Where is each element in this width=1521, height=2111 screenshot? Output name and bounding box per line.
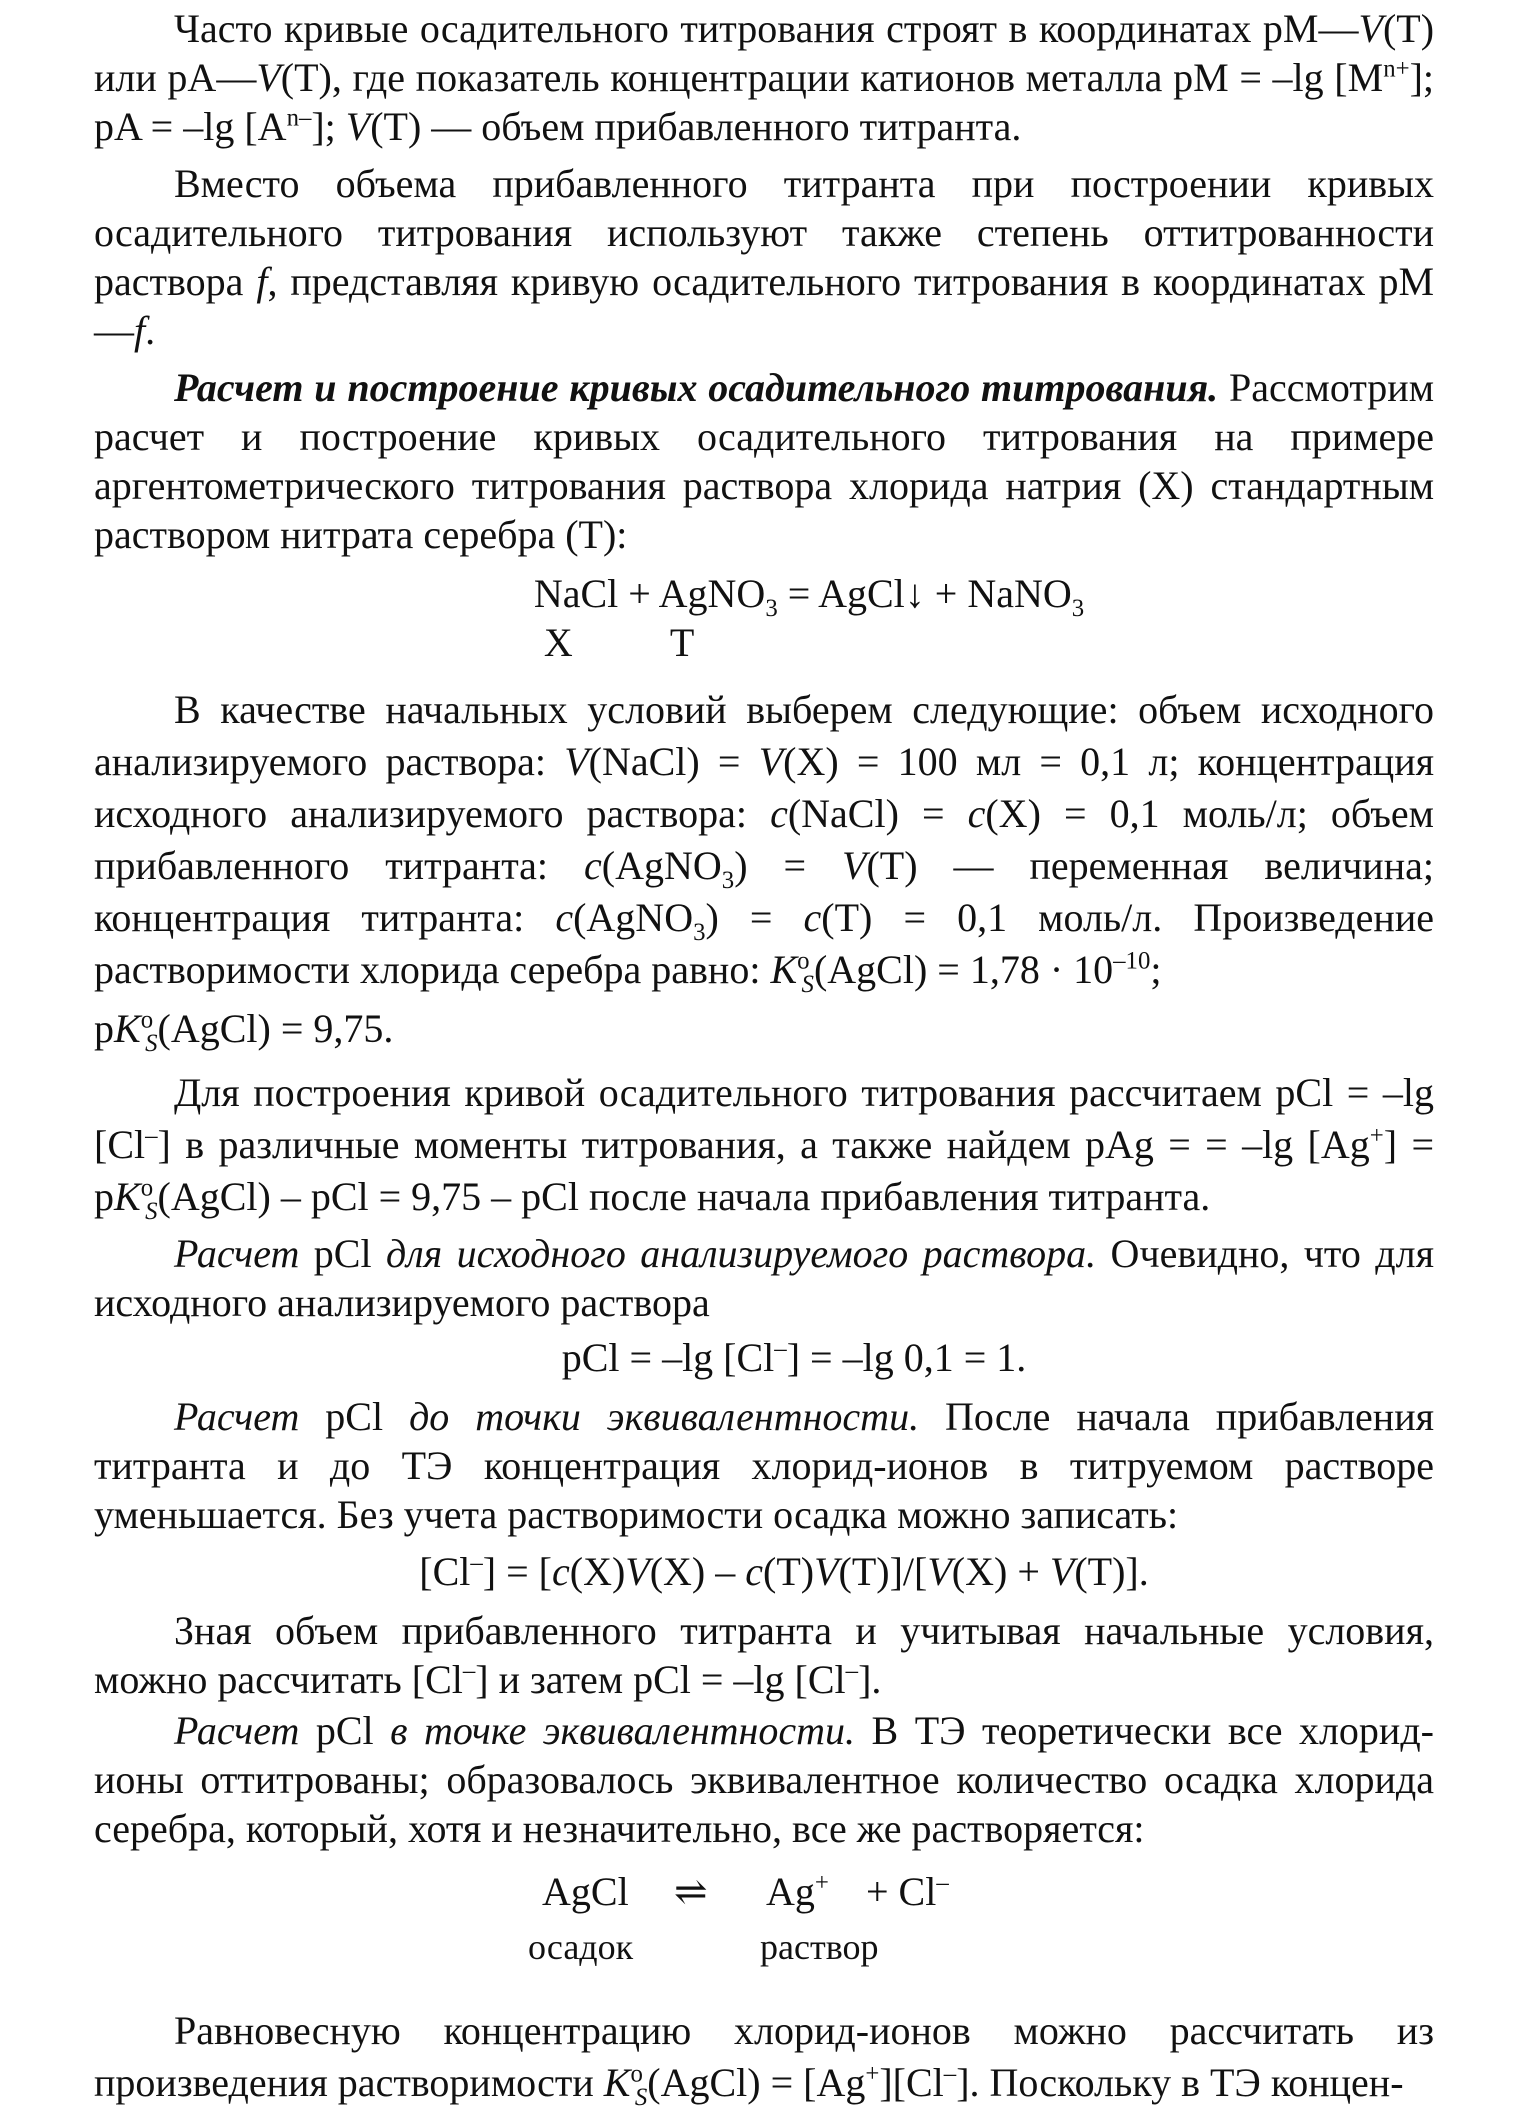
text: +: [924, 571, 968, 616]
text: (X) = 0,1 моль/л; объем прибавленного титранта:: [94, 791, 1434, 888]
paragraph-equilibrium-concentration: [94, 2005, 1434, 2109]
document-page: [94, 0, 1434, 2109]
text: ]. Поскольку в ТЭ концен-: [956, 2060, 1404, 2105]
text: (X) = 100 мл = 0,1 л; концентрация исходного анализируемого раствора:: [94, 739, 1434, 836]
text: pCl: [299, 1708, 391, 1753]
subscript: 3: [765, 595, 778, 622]
paragraph-knowing-volume: [94, 1606, 1434, 1704]
var-c: c: [803, 895, 822, 940]
text: ][Cl: [879, 2060, 944, 2105]
text: Часто кривые осадительного титрования строят в координатах: [174, 6, 1252, 51]
text: p: [94, 1006, 114, 1051]
var-v: V: [345, 104, 371, 149]
text: После начала прибавления титранта и до ТЭ концентрация хлорид-ионов в титруемом растворе уменьшается. Без учета растворимости осадка можно записать:: [94, 1394, 1435, 1537]
text: pCl: [299, 1394, 410, 1439]
formula-cl: + Cl: [866, 1869, 937, 1914]
text: (NaCl) =: [787, 791, 968, 836]
superscript: +: [865, 2060, 880, 2088]
text: ] в различные моменты титрования, а также найдем pAg = = –lg [Ag: [157, 1122, 1370, 1167]
var-k: K: [603, 2060, 631, 2105]
text: ] = p: [94, 1122, 1435, 1219]
text: Очевидно, что для исходного анализируемого раствора: [94, 1231, 1434, 1325]
var-v: V: [842, 843, 867, 888]
var-v: V: [1358, 6, 1383, 51]
text: (T) или pA—: [94, 6, 1435, 100]
var-c: c: [967, 791, 986, 836]
text: ];: [311, 104, 346, 149]
text: Вместо объема прибавленного титранта при построении кривых осадительного титрования используют также степень оттитрованности раствора: [94, 161, 1434, 304]
paragraph-coordinates: [94, 4, 1434, 151]
text: pM—: [1262, 6, 1359, 51]
superscript: –: [774, 1335, 787, 1363]
superscript: n+: [1383, 55, 1410, 83]
italic-text: до точки эквивалентности.: [409, 1394, 920, 1439]
var-k: K: [114, 1174, 141, 1219]
var-v: V: [927, 1549, 952, 1594]
superscript: –: [470, 1549, 483, 1577]
subscript: 3: [721, 867, 735, 894]
text: pCl = –lg [Cl: [561, 1335, 775, 1380]
superscript: –: [462, 1657, 476, 1685]
text: ] = [: [482, 1549, 552, 1594]
label-x: X: [543, 620, 573, 665]
paragraph-initial-solution: [94, 1229, 1434, 1327]
text: Равновесную концентрацию хлорид-ионов можно рассчитать из произведения растворимости: [94, 2008, 1434, 2105]
formula-agcl: AgCl: [542, 1869, 629, 1914]
equation-pcl-initial: [94, 1333, 1434, 1382]
var-k: K: [114, 1006, 141, 1051]
text: ) =: [705, 895, 804, 940]
text: (X) +: [951, 1549, 1050, 1594]
text: Для построения кривой осадительного титрования рассчитаем pCl = –lg [Cl: [94, 1070, 1434, 1167]
superscript: n–: [286, 104, 312, 132]
text: Зная объем прибавленного титранта и учитывая начальные условия, можно рассчитать [Cl: [94, 1608, 1434, 1702]
superscript: –: [145, 1122, 158, 1150]
paragraph-before-equivalence: [94, 1392, 1434, 1539]
italic-text: для исходного анализируемого раствора.: [385, 1231, 1097, 1276]
paragraph-pcl-calc: [94, 1067, 1434, 1223]
var-v: V: [814, 1549, 839, 1594]
text: В качестве начальных условий выберем следующие: объем исходного анализируемого раствора:: [94, 687, 1434, 784]
text: (AgCl) – pCl = 9,75 – pCl после начала прибавления титранта.: [157, 1174, 1211, 1219]
italic-text: Расчет: [174, 1394, 300, 1439]
text: (T): [763, 1549, 815, 1594]
var-v: V: [1049, 1549, 1075, 1594]
var-f: f: [256, 259, 268, 304]
label-precipitate: осадок: [528, 1927, 634, 1967]
label-t: T: [669, 620, 695, 665]
italic-text: Расчет: [174, 1231, 300, 1276]
text: +: [618, 571, 659, 616]
var-v: V: [758, 739, 784, 784]
text: (T), где показатель концентрации катионов металла: [280, 55, 1163, 100]
text: .: [145, 308, 156, 353]
text: , представляя кривую осадительного титрования в координатах pM—: [94, 259, 1435, 353]
reaction-equation-2: [94, 1867, 1434, 1987]
text: (AgNO: [573, 895, 694, 940]
var-k: K: [770, 947, 798, 992]
paragraph-pks: [94, 1004, 1434, 1057]
text: pCl: [299, 1231, 386, 1276]
italic-text: в точке эквивалентности.: [390, 1708, 856, 1753]
text: (AgCl) = [Ag: [647, 2060, 866, 2105]
var-c: c: [584, 843, 602, 888]
paragraph-calculation-heading: [94, 363, 1434, 559]
equation-cl-concentration: [94, 1547, 1434, 1596]
superscript: o: [797, 947, 810, 975]
var-v: V: [256, 55, 281, 100]
var-v: V: [625, 1549, 650, 1594]
text: (T)]/[: [838, 1549, 928, 1594]
paragraph-degree-titration: [94, 159, 1434, 355]
subscript: S: [145, 1030, 158, 1057]
text: В ТЭ теоретически все хлорид-ионы оттитрованы; образовалось эквивалентное количество осадка хлорида серебра, который, хотя и незначительно, все же растворяется:: [94, 1708, 1434, 1851]
reaction-equation-1: [94, 569, 1434, 666]
subscript: S: [145, 1198, 158, 1225]
text: (T)].: [1074, 1549, 1149, 1594]
var-v: V: [564, 739, 589, 784]
subscript: S: [634, 2084, 648, 2111]
text: (X) –: [649, 1549, 746, 1594]
text: (T) — объем прибавленного титранта.: [370, 104, 1022, 149]
superscript: +: [814, 1869, 829, 1897]
italic-text: Расчет: [174, 1708, 300, 1753]
formula-nacl: NaCl: [533, 571, 619, 616]
text: (AgCl) = 1,78 · 10: [813, 947, 1114, 992]
formula-agcl: AgCl↓: [818, 571, 925, 616]
text: =: [777, 571, 819, 616]
subscript: 3: [693, 919, 706, 946]
label-solution: раствор: [760, 1927, 879, 1967]
text: (T) — переменная величина; концентрация титранта:: [94, 843, 1434, 940]
superscript: +: [1369, 1122, 1384, 1150]
var-c: c: [551, 1549, 570, 1594]
var-f: f: [134, 308, 146, 353]
text: (X): [569, 1549, 626, 1594]
text: (NaCl) =: [588, 739, 759, 784]
paragraph-at-equivalence: [94, 1706, 1434, 1853]
formula-nano3: NaNO: [967, 571, 1072, 616]
paragraph-initial-conditions: [94, 684, 1434, 996]
text: (AgNO: [601, 843, 722, 888]
superscript: –: [943, 2060, 957, 2088]
text: [Cl: [419, 1549, 471, 1594]
subscript: 3: [1071, 595, 1085, 622]
superscript: o: [140, 1174, 154, 1202]
text: pM = –lg [M: [1173, 55, 1384, 100]
text: Рассмотрим расчет и построение кривых осадительного титрования на примере аргентометрического титрования раствора хлорида натрия (X) стандартным раствором нитрата серебра (T):: [94, 365, 1435, 557]
formula-agno3: AgNO: [658, 571, 766, 616]
text: (AgCl) = 9,75.: [157, 1006, 394, 1051]
equilibrium-arrow-icon: ⇌: [674, 1869, 708, 1914]
text: ].: [858, 1657, 882, 1702]
text: ] и затем pCl = –lg [Cl: [475, 1657, 846, 1702]
superscript: –10: [1113, 947, 1151, 975]
subscript: S: [801, 971, 814, 998]
superscript: –: [936, 1869, 949, 1897]
superscript: o: [140, 1006, 154, 1034]
formula-ag: Ag: [766, 1869, 815, 1914]
text: ]; pA = –lg [A: [94, 55, 1435, 149]
var-c: c: [770, 791, 788, 836]
text: ;: [1150, 947, 1162, 992]
superscript: o: [630, 2060, 643, 2088]
section-heading: Расчет и построение кривых осадительного титрования.: [174, 365, 1219, 410]
var-c: c: [555, 895, 574, 940]
superscript: –: [845, 1657, 859, 1685]
text: ) =: [734, 843, 843, 888]
var-c: c: [745, 1549, 764, 1594]
text: ] = –lg 0,1 = 1.: [786, 1335, 1027, 1380]
text: (T) = 0,1 моль/л. Произведение растворимости хлорида серебра равно:: [94, 895, 1434, 992]
